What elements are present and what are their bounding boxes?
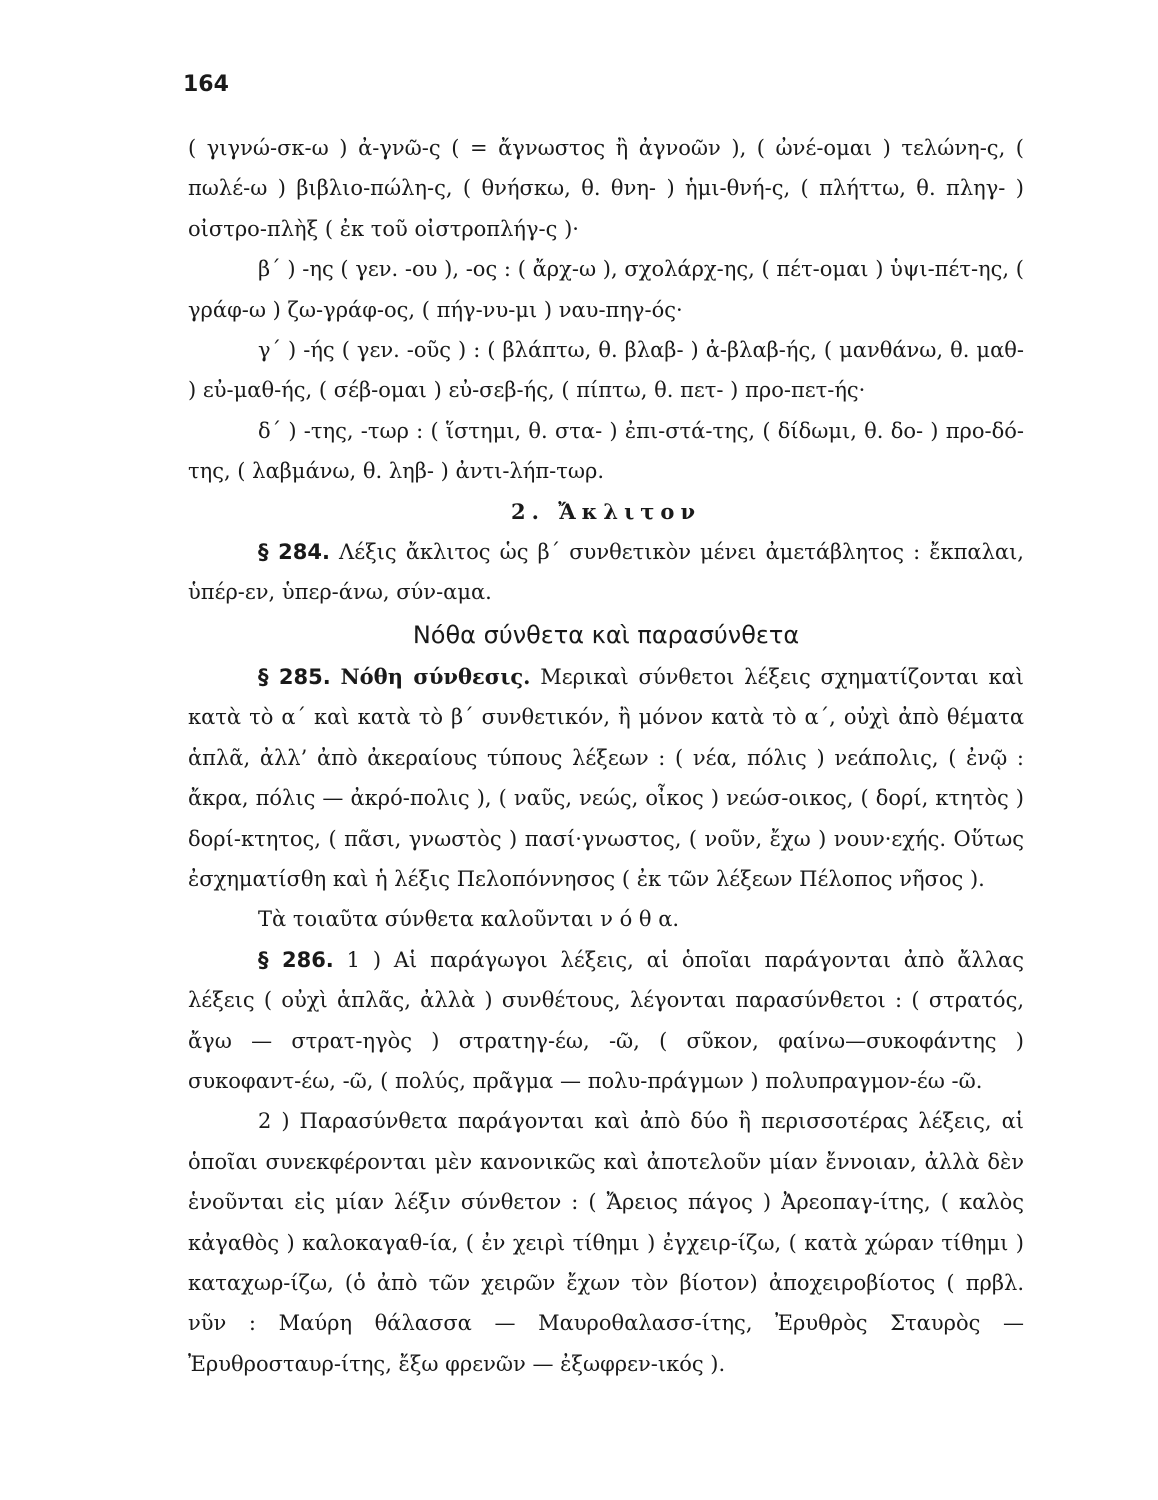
- paragraph-286-2: 2 ) Παρασύνθετα παράγονται καὶ ἀπὸ δύο ἢ περισσοτέρας λέξεις, αἱ ὁποῖαι συνεκφέρονται μὲν κανονικῶς καὶ ἀποτελοῦν μίαν ἔννοιαν, ἀλλὰ δὲν ἑνοῦνται εἰς μίαν λέξιν σύνθετον : ( Ἄρειος πάγος ) Ἀρεοπαγ-ίτης, ( καλὸς κἀγαθὸς ) καλοκαγαθ-ία, ( ἐν χειρὶ τίθημι ) ἐγχειρ-ίζω, ( κατὰ χώραν τίθημι ) καταχωρ-ίζω, (ὁ ἀπὸ τῶν χειρῶν ἔχων τὸν βίοτον) ἀποχειροβίοτος ( πρβλ. νῦν : Μαύρη θάλασσα — Μαυροθαλασσ-ίτης, Ἐρυθρὸς Σταυρὸς —Ἐρυθροσταυρ-ίτης, ἔξω φρενῶν — ἐξωφρεν-ικός ).: [188, 1109, 1024, 1376]
- section-number-286: § 286.: [258, 947, 334, 972]
- section-285-title: Νόθη σύνθεσις.: [340, 663, 531, 689]
- paragraph-derivation-c: γ΄ ) -ής ( γεν. -οῦς ) : ( βλάπτω, θ. βλαβ- ) ἀ-βλαβ-ής, ( μανθάνω, θ. μαθ- ) εὐ-μαθ-ής, ( σέβ-ομαι ) εὐ-σεβ-ής, ( πίπτω, θ. πετ- ) προ-πετ-ής·: [188, 338, 1024, 403]
- akliton-heading-text: 2. Ἄκλιτον: [510, 498, 702, 524]
- paragraph-derivation-d: δ΄ ) -της, -τωρ : ( ἵστημι, θ. στα- ) ἐπι-στά-της, ( δίδωμι, θ. δο- ) προ-δό-της, ( λαβμάνω, θ. ληβ- ) ἀντι-λήπ-τωρ.: [188, 418, 1024, 484]
- paragraph-derivation-b: β΄ ) -ης ( γεν. -ου ), -ος : ( ἄρχ-ω ), σχολάρχ-ης, ( πέτ-ομαι ) ὑψι-πέτ-ης, ( γράφ-ω ) ζω-γράφ-ος, ( πήγ-νυ-μι ) ναυ-πηγ-ός·: [188, 257, 1024, 322]
- section-heading-notha: Νόθα σύνθετα καὶ παρασύνθετα: [412, 620, 800, 649]
- page-body: [188, 128, 1024, 1384]
- page-number: 164: [183, 72, 229, 97]
- section-number-285: § 285.: [258, 664, 331, 689]
- paragraph-notha-definition: Τὰ τοιαῦτα σύνθετα καλοῦνται ν ό θ α.: [258, 907, 680, 932]
- section-286-1-text: 1 ) Αἱ παράγωγοι λέξεις, αἱ ὁποῖαι παράγονται ἀπὸ ἄλλας λέξεις ( οὐχὶ ἁπλᾶς, ἀλλὰ ) συνθέτους, λέγονται παρασύνθετοι : ( στρατός, ἄγω — στρατ-ηγὸς ) στρατηγ-έω, -ῶ, ( σῦκον, φαίνω—συκοφάντης ) συκοφαντ-έω, -ῶ, ( πολύς, πρᾶγμα — πολυ-πράγμων ) πολυπραγμον-έω -ῶ.: [188, 947, 1024, 1093]
- paragraph-286-1: [188, 940, 1024, 1102]
- section-number-284: § 284.: [258, 540, 330, 565]
- paragraph-284: [188, 532, 1024, 613]
- paragraph-285: [188, 657, 1024, 899]
- section-heading-akliton: [188, 492, 1024, 532]
- paragraph-derivation-a: ( γιγνώ-σκ-ω ) ἀ-γνῶ-ς ( = ἄγνωστος ἢ ἀγνοῶν ), ( ὠνέ-ομαι ) τελώνη-ς, ( πωλέ-ω ) βιβλιο-πώλη-ς, ( θνήσκω, θ. θνη- ) ἡμι-θνή-ς, ( πλήττω, θ. πληγ- ) οἰστρο-πλὴξ ( ἐκ τοῦ οἰστροπλήγ-ς )·: [188, 136, 1024, 241]
- section-284-text: Λέξις ἄκλιτος ὡς β΄ συνθετικὸν μένει ἀμετάβλητος : ἔκπαλαι, ὑπέρ-εν, ὑπερ-άνω, σύν-αμα.: [188, 540, 1024, 605]
- section-285-text: Μερικαὶ σύνθετοι λέξεις σχηματίζονται καὶ κατὰ τὸ α΄ καὶ κατὰ τὸ β΄ συνθετικόν, ἢ μόνον κατὰ τὸ α΄, οὐχὶ ἀπὸ θέματα ἁπλᾶ, ἀλλ’ ἀπὸ ἀκεραίους τύπους λέξεων : ( νέα, πόλις ) νεάπολις, ( ἐνῷ : ἄκρα, πόλις — ἀκρό-πολις ), ( ναῦς, νεώς, οἶκος ) νεώσ-οικος, ( δορί, κτητὸς ) δορί-κτητος, ( πᾶσι, γνωστὸς ) πασί·γνωστος, ( νοῦν, ἔχω ) νουν·εχής. Οὕτως ἐσχηματίσθη καὶ ἡ λέξις Πελοπόννησος ( ἐκ τῶν λέξεων Πέλοπος νῆσος ).: [188, 664, 1024, 891]
